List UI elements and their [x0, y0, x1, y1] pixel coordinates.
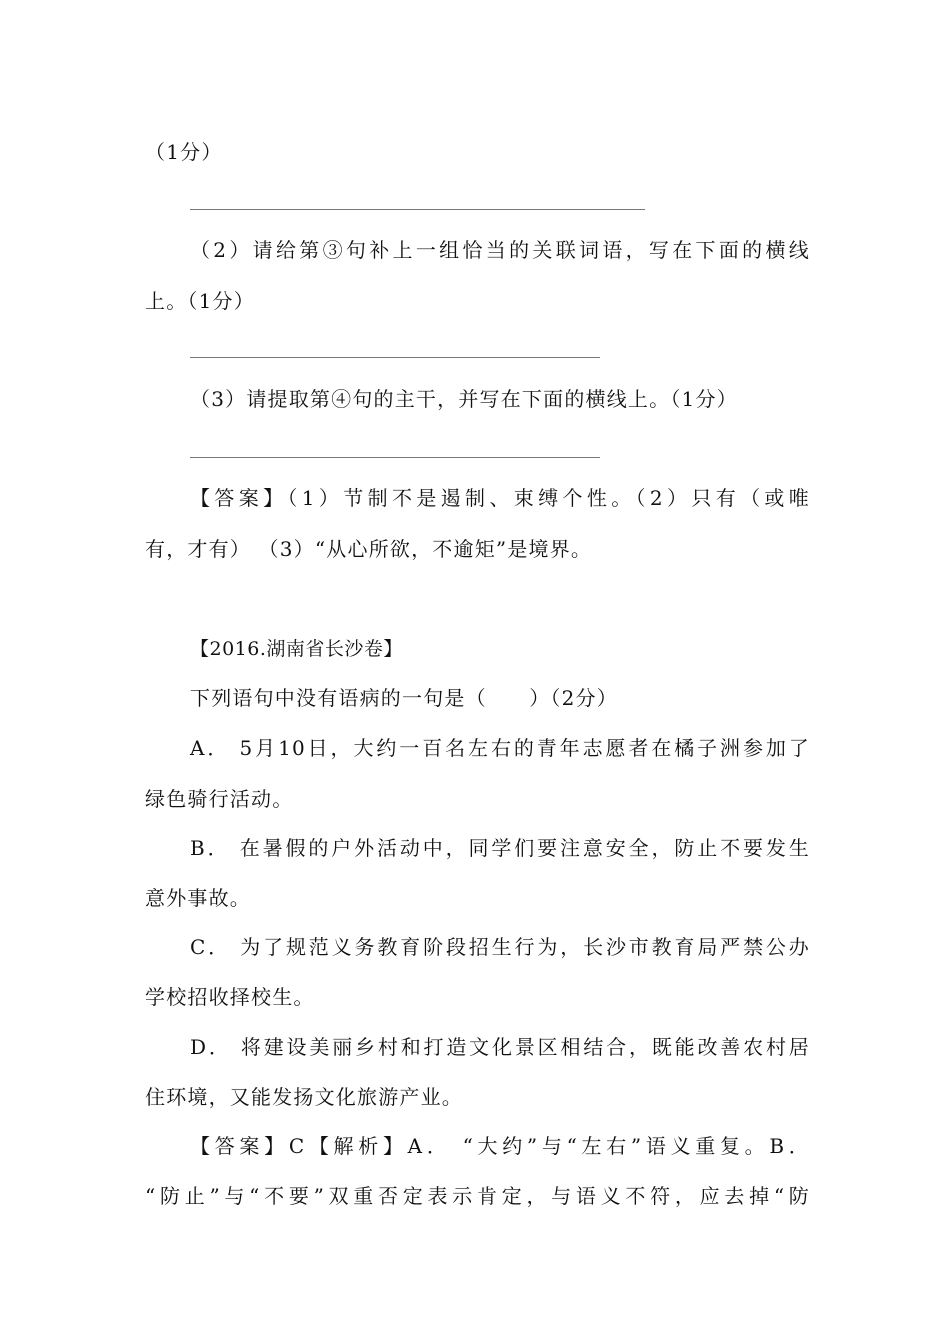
- answer-blank-3: [190, 457, 600, 458]
- question-source: 【2016.湖南省长沙卷】: [190, 638, 403, 660]
- option-a-line2: 绿色骑行活动。: [145, 787, 294, 811]
- question-stem: 下列语句中没有语病的一句是（ ）（2分）: [190, 686, 618, 710]
- option-c-line2: 学校招收择校生。: [145, 985, 315, 1009]
- answer-2-line1: 【答案】C【解析】A． “大约”与“左右”语义重复。B．: [190, 1134, 810, 1158]
- option-b-line1: B． 在暑假的户外活动中，同学们要注意安全，防止不要发生: [190, 836, 810, 860]
- part2-question-line1: （2）请给第③句补上一组恰当的关联词语，写在下面的横线: [190, 238, 810, 262]
- option-d-line1: D． 将建设美丽乡村和打造文化景区相结合，既能改善农村居: [190, 1035, 810, 1059]
- option-a-line1: A． 5月10日，大约一百名左右的青年志愿者在橘子洲参加了: [190, 736, 810, 760]
- part3-question: （3）请提取第④句的主干，并写在下面的横线上。（1分）: [190, 387, 738, 411]
- answer-2-line2: “防止”与“不要”双重否定表示肯定，与语义不符，应去掉“防: [145, 1184, 810, 1208]
- answer-1-line1: 【答案】（1）节制不是遏制、束缚个性。（2）只有（或唯: [190, 486, 810, 510]
- option-b-line2: 意外事故。: [145, 886, 251, 910]
- answer-blank-2: [190, 357, 600, 358]
- option-d-line2: 住环境，又能发扬文化旅游产业。: [145, 1085, 463, 1109]
- answer-1-line2: 有，才有） （3）“从心所欲，不逾矩”是境界。: [145, 537, 593, 561]
- part1-score: （1分）: [145, 140, 223, 164]
- part2-question-line2: 上。（1分）: [145, 289, 255, 313]
- answer-blank-1: [190, 209, 645, 210]
- option-c-line1: C． 为了规范义务教育阶段招生行为，长沙市教育局严禁公办: [190, 935, 810, 959]
